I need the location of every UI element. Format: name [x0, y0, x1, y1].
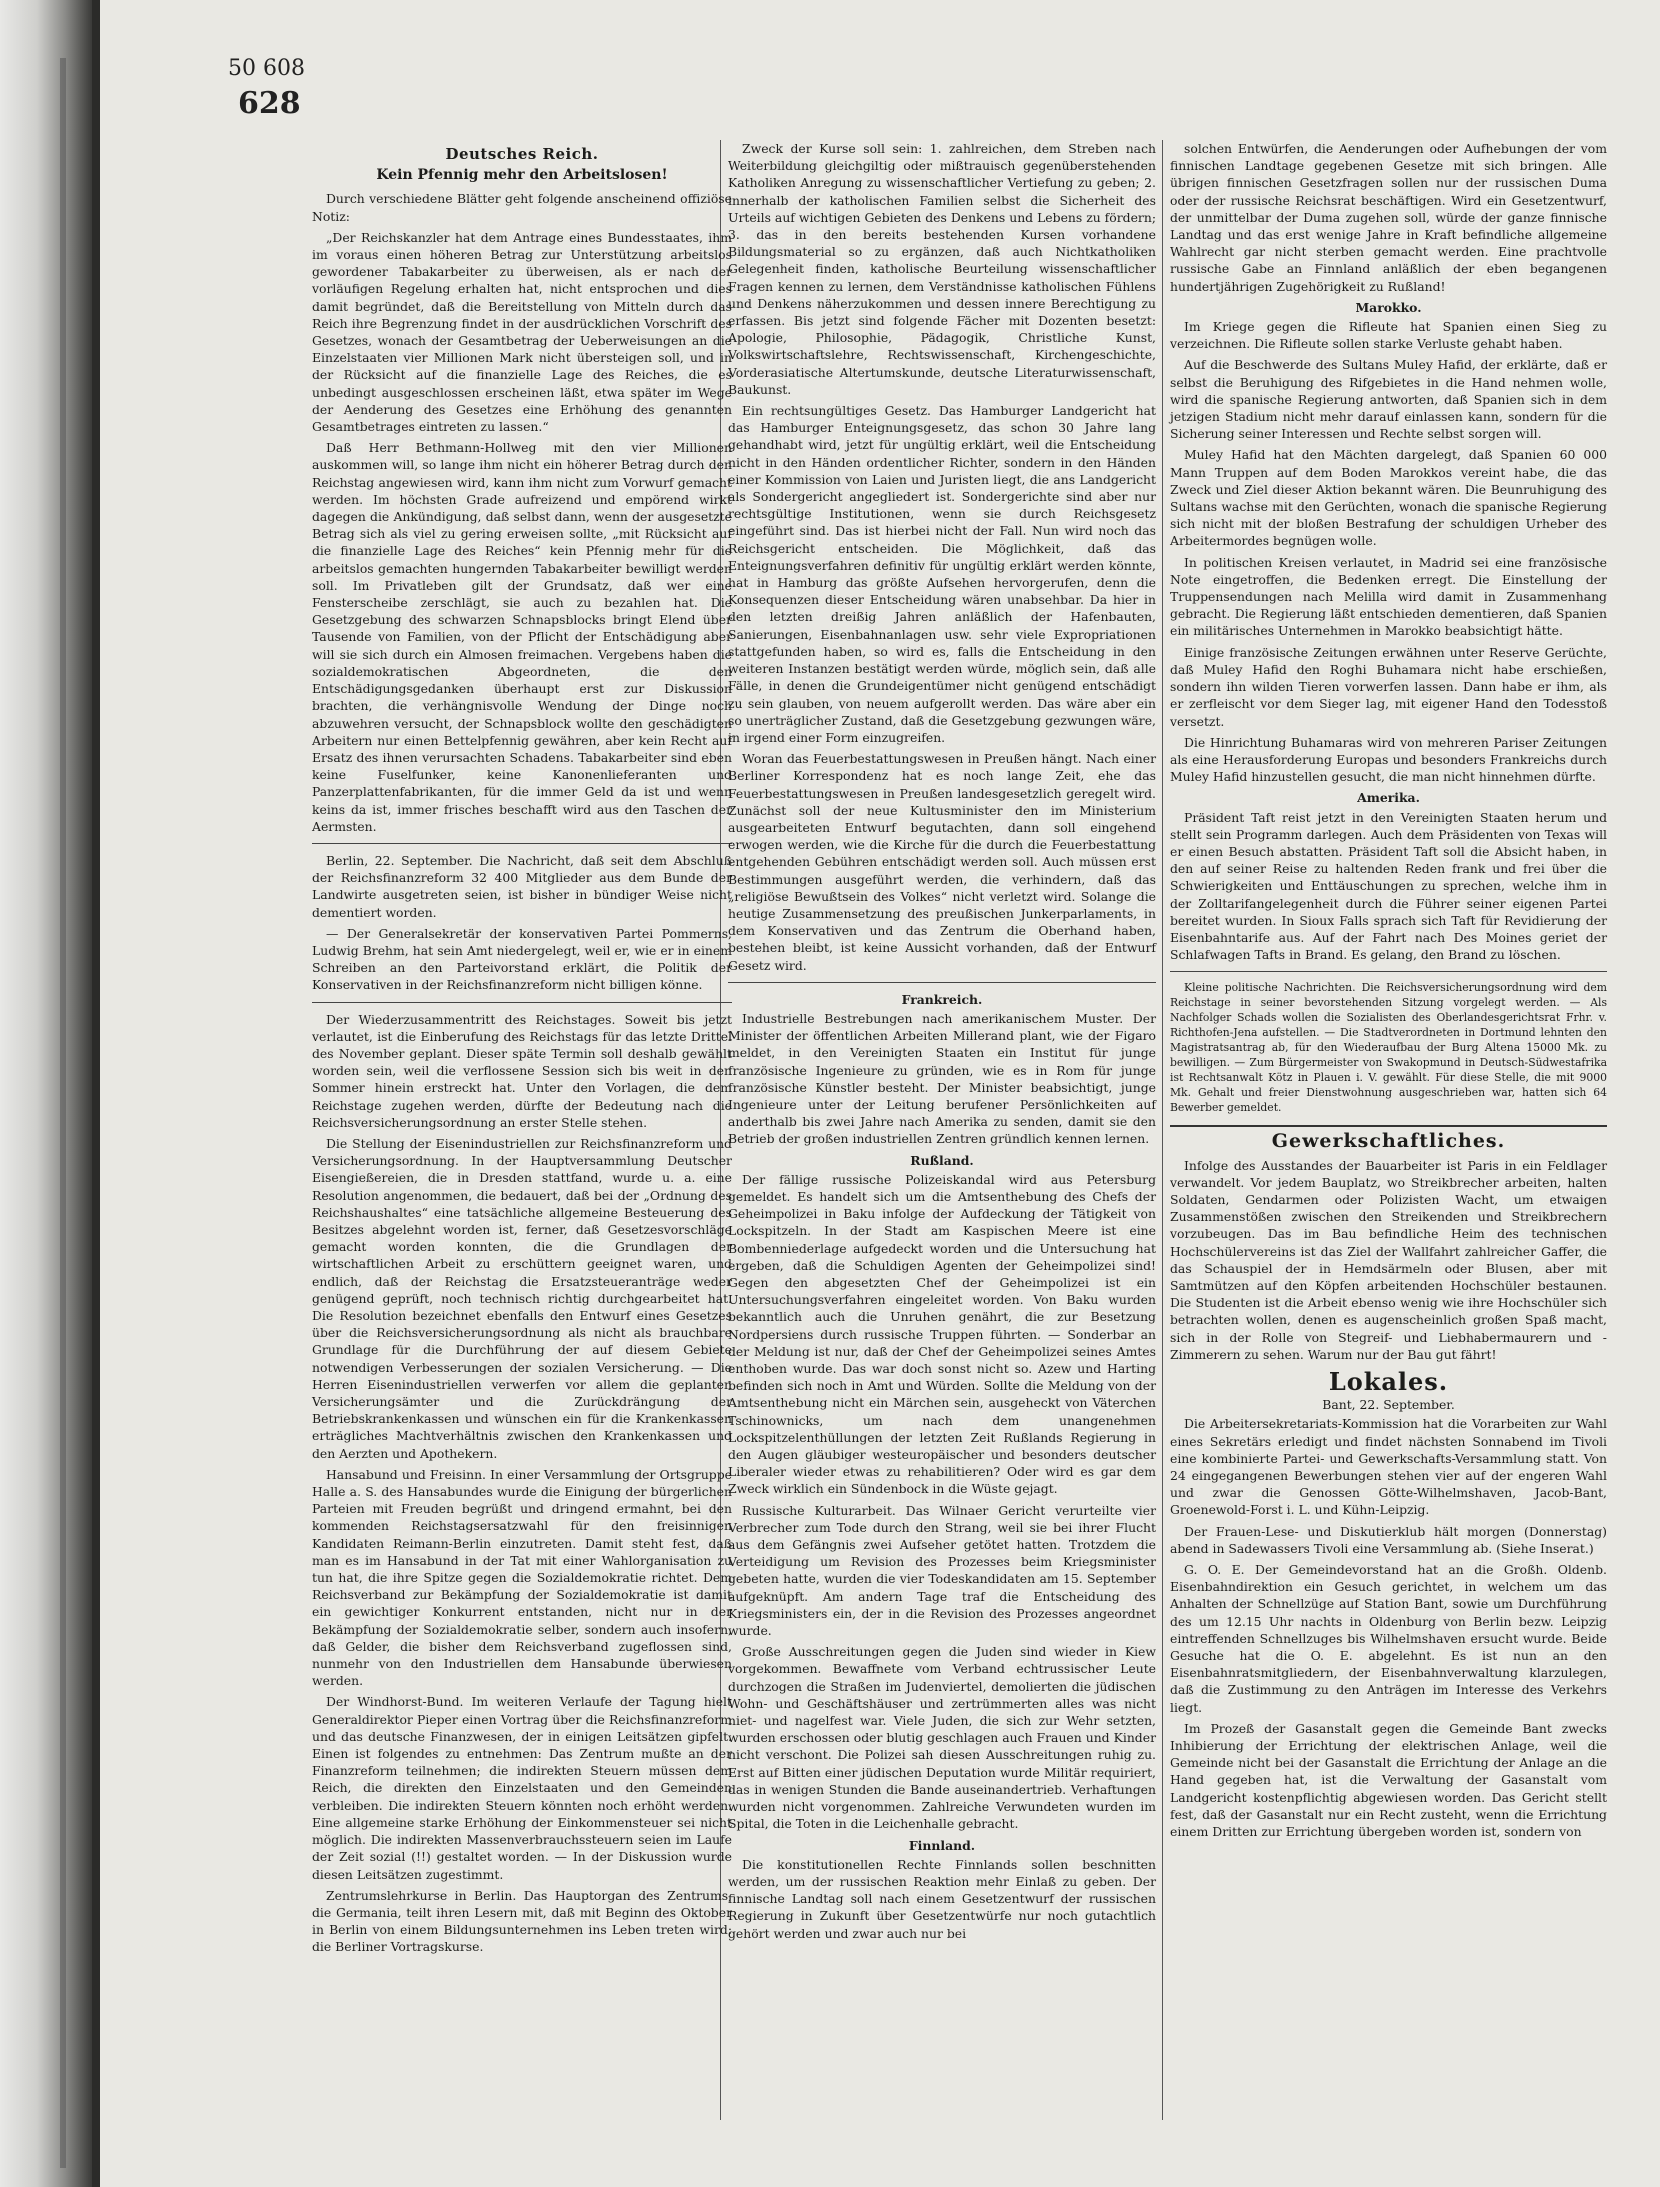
paragraph: Zentrumslehrkurse in Berlin. Das Hauptorgan des Zentrums, die Germania, teilt ihren Lesern mit, daß mit Beginn des Oktober in Berlin von einem Bildungsunternehmen ins Leben treten wird: die Berliner Vortragskurse.	[312, 1887, 732, 1955]
section-heading: Lokales.	[1328, 1366, 1449, 1396]
paragraph: Der Frauen-Lese- und Diskutierklub hält morgen (Donnerstag) abend in Sadewassers Tivoli eine Versammlung ab. (Siehe Inserat.)	[1170, 1523, 1607, 1556]
section-heading: Deutsches Reich.	[445, 145, 599, 163]
paragraph: In politischen Kreisen verlautet, in Madrid sei eine französische Note eingetroffen, die Bedenken erregt. Die Einstellung der Truppensendungen nach Melilla wird damit in Zusammenhang gebracht. Die Regierung läßt entschieden dementieren, daß Spanien ein militärisches Unternehmen in Marokko beabsichtigt hätte.	[1170, 554, 1607, 639]
section-heading: Gewerkschaftliches.	[1170, 1125, 1607, 1150]
paragraph: Die konstitutionellen Rechte Finnlands sollen beschnitten werden, um der russischen Reaktion mehr Einlaß zu geben. Der finnische Landtag soll nach einem Gesetzentwurf der russischen Regierung in Zukunft über Gesetzentwürfe nur noch gutachtlich gehört werden und zwar auch nur bei	[728, 1856, 1156, 1941]
book-spine	[0, 0, 92, 2187]
paragraph: Die Hinrichtung Buhamaras wird von mehreren Pariser Zeitungen als eine Herausforderung Europas und besonders Frankreichs durch Muley Hafid hinzustellen gesucht, die man nicht hinnehmen dürfte.	[1170, 734, 1607, 785]
paragraph: Der Windhorst-Bund. Im weiteren Verlaufe der Tagung hielt Generaldirektor Pieper einen Vortrag über die Reichsfinanzreform und das deutsche Finanzwesen, der in einigen Leitsätzen gipfelt. Einen ist folgendes zu entnehmen: Das Zentrum mußte an der Finanzreform teilnehmen; die indirekten Steuern müssen dem Reich, die direkten den Einzelstaaten und den Gemeinden verbleiben. Die indirekten Steuern könnten noch erhöht werden. Eine allgemeine starke Erhöhung der Einkommensteuer sei nicht möglich. Die indirekten Massenverbrauchssteuern seien im Laufe der Zeit sozial (!!) gestaltet worden. — In der Diskussion wurde diesen Leitsätzen zugestimmt.	[312, 1694, 732, 1882]
column-rule	[1162, 140, 1163, 2120]
article-headline: Kein Pfennig mehr den Arbeitslosen!	[376, 167, 668, 184]
section-heading: Finnland.	[908, 1837, 976, 1853]
section-heading: Marokko.	[1355, 299, 1422, 315]
column-2	[728, 140, 1156, 1946]
paragraph: Einige französische Zeitungen erwähnen unter Reserve Gerüchte, daß Muley Hafid den Roghi Buhamara nicht habe erschießen, sondern ihn wilden Tieren vorwerfen lassen. Dann habe er ihm, als er zerfleischt vor dem Sieger lag, mit eigener Hand den Todesstoß versetzt.	[1170, 644, 1607, 729]
column-1	[312, 140, 732, 1960]
paragraph: Der fällige russische Polizeiskandal wird aus Petersburg gemeldet. Es handelt sich um die Amtsenthebung des Chefs der Geheimpolizei in Baku infolge der Aufdeckung der Tätigkeit von Lockspitzeln. In der Stadt am Kaspischen Meere ist eine Bombenniederlage aufgedeckt worden und die Untersuchung hat ergeben, daß die Schuldigen Agenten der Geheimpolizei sind! Gegen den abgesetzten Chef der Geheimpolizei ist ein Untersuchungsverfahren eingeleitet worden. Von Baku wurden bekanntlich auch die Unruhen genährt, die zur Besetzung Nordpersiens durch russische Truppen führten. — Sonderbar an der Meldung ist nur, daß der Chef der Geheimpolizei seines Amtes enthoben wurde. Das war doch sonst nicht so. Azew und Harting befinden sich noch in Amt und Würden. Sollte die Meldung von der Amtsenthebung nicht ein Märchen sein, ausgeheckt von Väterchen Tschinownicks, um nach dem unangenehmen Lockspitzelenthüllungen der letzten Zeit Rußlands Regierung in den Augen gläubiger westeuropäischer und besonders deutscher Liberaler wieder etwas zu rehabilitieren? Oder wird es gar dem Zweck wirklich ein Sündenbock in die Wüste gejagt.	[728, 1171, 1156, 1497]
divider	[312, 843, 732, 844]
column-3	[1170, 140, 1607, 1844]
paragraph: Muley Hafid hat den Mächten dargelegt, daß Spanien 60 000 Mann Truppen auf dem Boden Marokkos vereint habe, die das Zweck und Ziel dieser Aktion bekannt wären. Die Beunruhigung des Sultans wachse mit den Gerüchten, wonach die spanische Regierung sich nicht mit der bloßen Bestrafung der schuldigen Urheber des Arbeitermordes begnügen wolle.	[1170, 447, 1607, 549]
paragraph: Infolge des Ausstandes der Bauarbeiter ist Paris in ein Feldlager verwandelt. Vor jedem Bauplatz, wo Streikbrecher arbeiten, halten Soldaten, Gendarmen oder Polizisten Wacht, um etwaigen Zusammenstößen zwischen den Streikenden und Streikbrechern vorzubeugen. Das im Bau befindliche Heim des technischen Hochschülervereins ist das Ziel der Wallfahrt zahlreicher Gaffer, die das Schauspiel der in Hemdsärmeln oder Blusen, aber mit Samtmützen auf den Köpfen arbeitenden Hochschüler bestaunen. Die Studenten ist die Arbeit ebenso wenig wie ihre Hochschüler sich betrachten wollen, denen es augenscheinlich großen Spaß macht, sich in der Rolle von Stegreif- und Liebhabermaurern und -Zimmerern zu sehen. Warum nur der Bau gut fährt!	[1170, 1157, 1607, 1362]
page-edge	[92, 0, 100, 2187]
paragraph: „Der Reichskanzler hat dem Antrage eines Bundesstaates, ihm im voraus einen höheren Betrag zur Unterstützung arbeitslos gewordener Tabakarbeiter zu überweisen, als er nach der vorläufigen Regelung erhalten hat, nicht entsprochen und dies damit begründet, daß die Bereitstellung von Mitteln durch das Reich ihre Begrenzung findet in der ausdrücklichen Vorschrift des Gesetzes, wonach der Gesamtbetrag der Ueberweisungen an die Einzelstaaten vier Millionen Mark nicht übersteigen soll, und in der Rücksicht auf die finanzielle Lage des Reiches, die es unbedingt ausgeschlossen erscheinen läßt, etwa später im Wege der Aenderung des Gesetzes eine Erhöhung des genannten Gesamtbetrages eintreten zu lassen.“	[312, 229, 732, 435]
paragraph: Daß Herr Bethmann-Hollweg mit den vier Millionen auskommen will, so lange ihm nicht ein höherer Betrag durch den Reichstag angewiesen wird, kann ihm nicht zum Vorwurf gemacht werden. Im höchsten Grade aufreizend und empörend wirkt dagegen die Ankündigung, daß selbst dann, wenn der ausgesetzte Betrag sich als viel zu gering erweisen sollte, „mit Rücksicht auf die finanzielle Lage des Reiches“ kein Pfennig mehr für die arbeitslos gemachten hungernden Tabakarbeiter bewilligt werden soll. Im Privatleben gilt der Grundsatz, daß wer eine Fensterscheibe zerschlägt, sie auch zu bezahlen hat. Die Gesetzgebung des schwarzen Schnapsblocks bringt Elend über Tausende von Familien, von der Pflicht der Entschädigung aber will sie sich durch ein Almosen freimachen. Vergebens haben die sozialdemokratischen Abgeordneten, die den Entschädigungsgedanken überhaupt erst zur Diskussion brachten, die verhängnisvolle Wendung der Dinge noch abzuwehren versucht, der Schnapsblock wollte den geschädigten Arbeitern nur einen Bettelpfennig gewähren, aber kein Recht auf Ersatz des ihnen verursachten Schadens. Tabakarbeiter sind eben keine Fuselfunker, keine Kanonenlieferanten und Panzerplattenfabrikanten, für die immer Geld da ist und wenn keins da ist, immer frisches beschafft wird aus den Taschen der Aermsten.	[312, 440, 732, 834]
section-heading: Frankreich.	[901, 991, 983, 1007]
divider	[728, 982, 1156, 983]
paragraph: Durch verschiedene Blätter geht folgende anscheinend offiziöse Notiz:	[312, 191, 732, 224]
paragraph: Im Prozeß der Gasanstalt gegen die Gemeinde Bant zwecks Inhibierung der Errichtung der elektrischen Anlage, weil die Gemeinde nicht bei der Gasanstalt die Errichtung der Anlage an die Hand gegeben hat, ist die Verwaltung der Gasanstalt vom Landgericht kostenpflichtig abgewiesen worden. Das Gericht stellt fest, daß der Gasanstalt nur ein Recht zusteht, wenn die Errichtung einem Dritten zur Errichtung übergeben worden ist, sondern von	[1170, 1720, 1607, 1840]
paragraph: Industrielle Bestrebungen nach amerikanischem Muster. Der Minister der öffentlichen Arbeiten Millerand plant, wie der Figaro meldet, in den Vereinigten Staaten ein Institut für junge französische Ingenieure zu gründen, wie es in Rom für junge französische Künstler besteht. Der Minister beabsichtigt, junge Ingenieure unter der Leitung berufener Persönlichkeiten auf anderthalb bis zwei Jahre nach Amerika zu senden, damit sie den Betrieb der großen industriellen Zentren gründlich kennen lernen.	[728, 1010, 1156, 1147]
paragraph: Die Stellung der Eisenindustriellen zur Reichsfinanzreform und Versicherungsordnung. In der Hauptversammlung Deutscher Eisengießereien, die in Dresden stattfand, wurde u. a. eine Resolution angenommen, die bedauert, daß bei der „Ordnung des Reichshaushaltes“ eine tatsächliche allgemeine Besteuerung des Besitzes abgelehnt worden ist, ferner, daß Gesetzesvorschläge gemacht worden konnten, die die Grundlagen der wirtschaftlichen Arbeit zu erschüttern geeignet waren, und endlich, daß der Reichstag die Ersatzsteueranträge weder genügend geprüft, noch technisch richtig durchgearbeitet hat. Die Resolution bezeichnet ebenfalls den Entwurf eines Gesetzes über die Reichsversicherungsordnung als nicht als brauchbare Grundlage für die Durchführung der auf diesem Gebiete notwendigen Verbesserungen der sozialen Versicherung. — Die Herren Eisenindustriellen verwerfen vor allem die geplanten Versicherungsämter und die Zurückdrängung der Betriebskrankenkassen und wünschen ein für die Krankenkassen erträgliches Machtverhältnis zwischen den Krankenkassen und den Aerzten und Apothekern.	[312, 1135, 732, 1461]
dateline: Bant, 22. September.	[1322, 1397, 1455, 1413]
paragraph: Hansabund und Freisinn. In einer Versammlung der Ortsgruppe Halle a. S. des Hansabundes wurde die Einigung der bürgerlichen Parteien mit Freuden begrüßt und dringend ermahnt, bei den kommenden Reichstagsersatzwahl für den freisinnigen Kandidaten Reimann-Berlin einzutreten. Damit steht fest, daß man es im Hansabund in der Tat mit einer Wahlorganisation zu tun hat, die ihre Spitze gegen die Sozialdemokratie richtet. Dem Reichsverband zur Bekämpfung der Sozialdemokratie ist damit ein gewichtiger Konkurrent entstanden, nicht nur in der Bekämpfung der Sozialdemokratie selber, sondern auch insofern, daß Gelder, die bisher dem Reichsverband zugeflossen sind, nunmehr von den Industriellen dem Hansabunde überwiesen werden.	[312, 1466, 732, 1689]
paragraph: Zweck der Kurse soll sein: 1. zahlreichen, dem Streben nach Weiterbildung gleichgiltig oder mißtrauisch gegenüberstehenden Katholiken Anregung zu wissenschaftlicher Vertiefung zu geben; 2. innerhalb der katholischen Familien selbst die Sicherheit des Urteils auf wichtigen Gebieten des Denkens und Lebens zu fördern; 3. das in den bereits bestehenden Kursen vorhandene Bildungsmaterial so zu ergänzen, daß auch Nichtkatholiken Gelegenheit finden, katholische Beurteilung wissenschaftlicher Fragen kennen zu lernen, dem Verständnisse katholischen Fühlens und Denkens näherzukommen und dessen innere Berechtigung zu erfassen. Bis jetzt sind folgende Fächer mit Dozenten besetzt: Apologie, Philosophie, Pädagogik, Christliche Kunst, Volkswirtschaftslehre, Rechtswissenschaft, Kirchengeschichte, Vorderasiatische Altertumskunde, deutsche Literaturwissenschaft, Baukunst.	[728, 141, 1156, 397]
paragraph: Auf die Beschwerde des Sultans Muley Hafid, der erklärte, daß er selbst die Beruhigung des Rifgebietes in die Hand nehmen wolle, wird die spanische Regierung antworten, daß Spanien sich in dem jetzigen Stadium nicht mehr darauf einlassen kann, sondern für die Sicherung seiner Interessen und Rechte selbst sorgen will.	[1170, 357, 1607, 442]
divider	[1170, 971, 1607, 972]
section-heading: Rußland.	[910, 1152, 974, 1168]
paragraph: Große Ausschreitungen gegen die Juden sind wieder in Kiew vorgekommen. Bewaffnete vom Verband echtrussischer Leute durchzogen die Straßen im Judenviertel, demolierten die jüdischen Wohn- und Geschäftshäuser und zertrümmerten alles was nicht niet- und nagelfest war. Viele Juden, die sich zur Wehr setzten, wurden erschossen oder blutig geschlagen auch Frauen und Kinder nicht verschont. Die Polizei sah diesen Ausschreitungen ruhig zu. Erst auf Bitten einer jüdischen Deputation wurde Militär requiriert, das in wenigen Stunden die Bande auseinandertrieb. Verhaftungen wurden nicht vorgenommen. Zahlreiche Verwundeten wurden im Spital, die Toten in die Leichenhalle gebracht.	[728, 1644, 1156, 1832]
divider	[312, 1002, 732, 1003]
page-number-large: 628	[238, 86, 301, 121]
paragraph: Woran das Feuerbestattungswesen in Preußen hängt. Nach einer Berliner Korrespondenz hat es noch lange Zeit, ehe das Feuerbestattungswesen in Preußen landesgesetzlich geregelt wird. Zunächst soll der neue Kultusminister den im Ministerium ausgearbeiteten Entwurf begutachten, dann soll eingehend erwogen werden, wie die Kirche für die durch die Feuerbestattung entgehenden Gebühren entschädigt werden soll. Auch müssen erst Bestimmungen ausgeführt werden, die verhindern, daß das „religiöse Bewußtsein des Volkes“ nicht verletzt wird. Solange die heutige Zusammensetzung des preußischen Junkerparlaments, in dem Konservativen und das Zentrum die Oberhand haben, bestehen bleibt, ist keine Aussicht vorhanden, daß der Entwurf Gesetz wird.	[728, 751, 1156, 973]
section-heading: Amerika.	[1357, 790, 1420, 806]
paragraph: Im Kriege gegen die Rifleute hat Spanien einen Sieg zu verzeichnen. Die Rifleute sollen starke Verluste gehabt haben.	[1170, 319, 1607, 352]
paragraph: Ein rechtsungültiges Gesetz. Das Hamburger Landgericht hat das Hamburger Enteignungsgesetz, das schon 30 Jahre lang gehandhabt wird, jetzt für ungültig erklärt, weil die Entscheidung nicht in den Händen ordentlicher Richter, sondern in den Händen einer Kommission von Laien und Juristen liegt, die ans Landgericht als Sondergericht angegliedert ist. Sondergerichte sind aber nur rechtsgültige Institutionen, wenn sie durch Reichsgesetz eingeführt sind. Das ist hierbei nicht der Fall. Nun wird noch das Reichsgericht entscheiden. Die Möglichkeit, daß das Enteignungsverfahren definitiv für ungültig erklärt werden könnte, hat in Hamburg das größte Aufsehen hervorgerufen, denn die Konsequenzen dieser Entscheidung wären unabsehbar. Da hier in den letzten dreißig Jahren anläßlich der Hafenbauten, Sanierungen, Eisenbahnanlagen usw. sehr viele Expropriationen stattgefunden haben, so wird es, falls die Entscheidung in den weiteren Instanzen bestätigt werden würde, möglich sein, daß alle Fälle, in denen die Grundeigentümer nicht genügend entschädigt zu sein glauben, von neuem aufgerollt werden. Das wäre aber ein so unerträglicher Zustand, daß die Gesetzgebung gezwungen wäre, in irgend einer Form einzugreifen.	[728, 403, 1156, 745]
paragraph: Der Wiederzusammentritt des Reichstages. Soweit bis jetzt verlautet, ist die Einberufung des Reichstags für das letzte Drittel des November geplant. Dieser späte Termin soll deshalb gewählt worden sein, weil die verflossene Session sich bis weit in den Sommer hinein erstreckt hat. Unter den Vorlagen, die dem Reichstage zugehen werden, dürfte der Bedeutung nach die Reichsversicherungsordnung an erster Stelle stehen.	[312, 1011, 732, 1130]
paragraph: — Der Generalsekretär der konservativen Partei Pommerns, Ludwig Brehm, hat sein Amt niedergelegt, weil er, wie er in einem Schreiben an den Parteivorstand erklärt, die Politik der Konservativen in der Reichsfinanzreform nicht billigen könne.	[312, 925, 732, 993]
paragraph: Russische Kulturarbeit. Das Wilnaer Gericht verurteilte vier Verbrecher zum Tode durch den Strang, weil sie bei ihrer Flucht aus dem Gefängnis zwei Aufseher getötet hatten. Trotzdem die Verteidigung um Revision des Prozesses beim Kriegsminister gebeten hatte, wurden die vier Todeskandidaten am 15. September aufgeknüpft. Am andern Tage traf die Entscheidung des Kriegsministers ein, der in die Revision des Prozesses angeordnet wurde.	[728, 1502, 1156, 1639]
paragraph: Berlin, 22. September. Die Nachricht, daß seit dem Abschluß der Reichsfinanzreform 32 400 Mitglieder aus dem Bunde der Landwirte ausgetreten seien, ist bisher in bündiger Weise nicht dementiert worden.	[312, 852, 732, 920]
spine-edge	[60, 58, 66, 2168]
paragraph: solchen Entwürfen, die Aenderungen oder Aufhebungen der vom finnischen Landtage gegebenen Gesetze mit sich bringen. Alle übrigen finnischen Gesetzfragen sollen nur der russischen Duma oder der russische Reichsrat beschäftigen. Wird ein Gesetzentwurf, der unmittelbar der Duma zugehen soll, würde der ganze finnische Landtag und das erst wenige Jahre in Kraft befindliche allgemeine Wahlrecht gar nicht sterben gemacht werden. Eine prachtvolle russische Gabe an Finnland anläßlich der eben begangenen hundertjährigen Zugehörigkeit zu Rußland!	[1170, 141, 1607, 294]
page-number-small: 50 608	[228, 56, 305, 81]
paragraph: Präsident Taft reist jetzt in den Vereinigten Staaten herum und stellt sein Programm darlegen. Auch dem Präsidenten von Texas will er einen Besuch abstatten. Präsident Taft soll die Absicht haben, in den auf seiner Reise zu haltenden Reden frank und frei über die Schwierigkeiten und Enttäuschungen zu sprechen, welche ihm in der Zolltarifangelegenheit durch die Führer seiner eigenen Partei bereitet wurden. In Sioux Falls sprach sich Taft für Revidierung der Eisenbahntarife aus. Auf der Fahrt nach Des Moines geriet der Schlafwagen Tafts in Brand. Es gelang, den Brand zu löschen.	[1170, 809, 1607, 963]
paragraph: G. O. E. Der Gemeindevorstand hat an die Großh. Oldenb. Eisenbahndirektion ein Gesuch gerichtet, in welchem um das Anhalten der Schnellzüge auf Station Bant, sowie um Durchführung des um 12.15 Uhr nachts in Oldenburg von Berlin bezw. Leipzig eintreffenden Schnellzuges bis Wilhelmshaven ersucht wurde. Beide Gesuche hat die O. E. abgelehnt. Es ist nun an den Eisenbahnratsmitgliedern, der Eisenbahnverwaltung klarzulegen, daß die Zustimmung zu den Anträgen im Interesse des Verkehrs liegt.	[1170, 1562, 1607, 1715]
short-news: Kleine politische Nachrichten. Die Reichsversicherungsordnung wird dem Reichstage in seiner bevorstehenden Sitzung vorgelegt werden. — Als Nachfolger Schads wollen die Sozialisten des Oberlandesgerichtsrat Frhr. v. Richthofen-Jena aufstellen. — Die Stadtverordneten in Dortmund lehnten den Magistratsantrag ab, für den Wiederaufbau der Burg Altena 15000 Mk. zu bewilligen. — Zum Bürgermeister von Swakopmund in Deutsch-Südwestafrika ist Rechtsanwalt Kötz in Plauen i. V. gewählt. Für diese Stelle, die mit 9000 Mk. Gehalt und freier Dienstwohnung ausgeschrieben war, hatten sich 64 Bewerber gemeldet.	[1170, 981, 1607, 1115]
paragraph: Die Arbeitersekretariats-Kommission hat die Vorarbeiten zur Wahl eines Sekretärs erledigt und findet nächsten Sonnabend im Tivoli eine kombinierte Partei- und Gewerkschafts-Versammlung statt. Von 24 eingegangenen Bewerbungen stehen vier auf der engeren Wahl und zwar die Genossen Götte-Wilhelmshaven, Jacob-Bant, Groenewold-Forst i. L. und Kühn-Leipzig.	[1170, 1416, 1607, 1518]
